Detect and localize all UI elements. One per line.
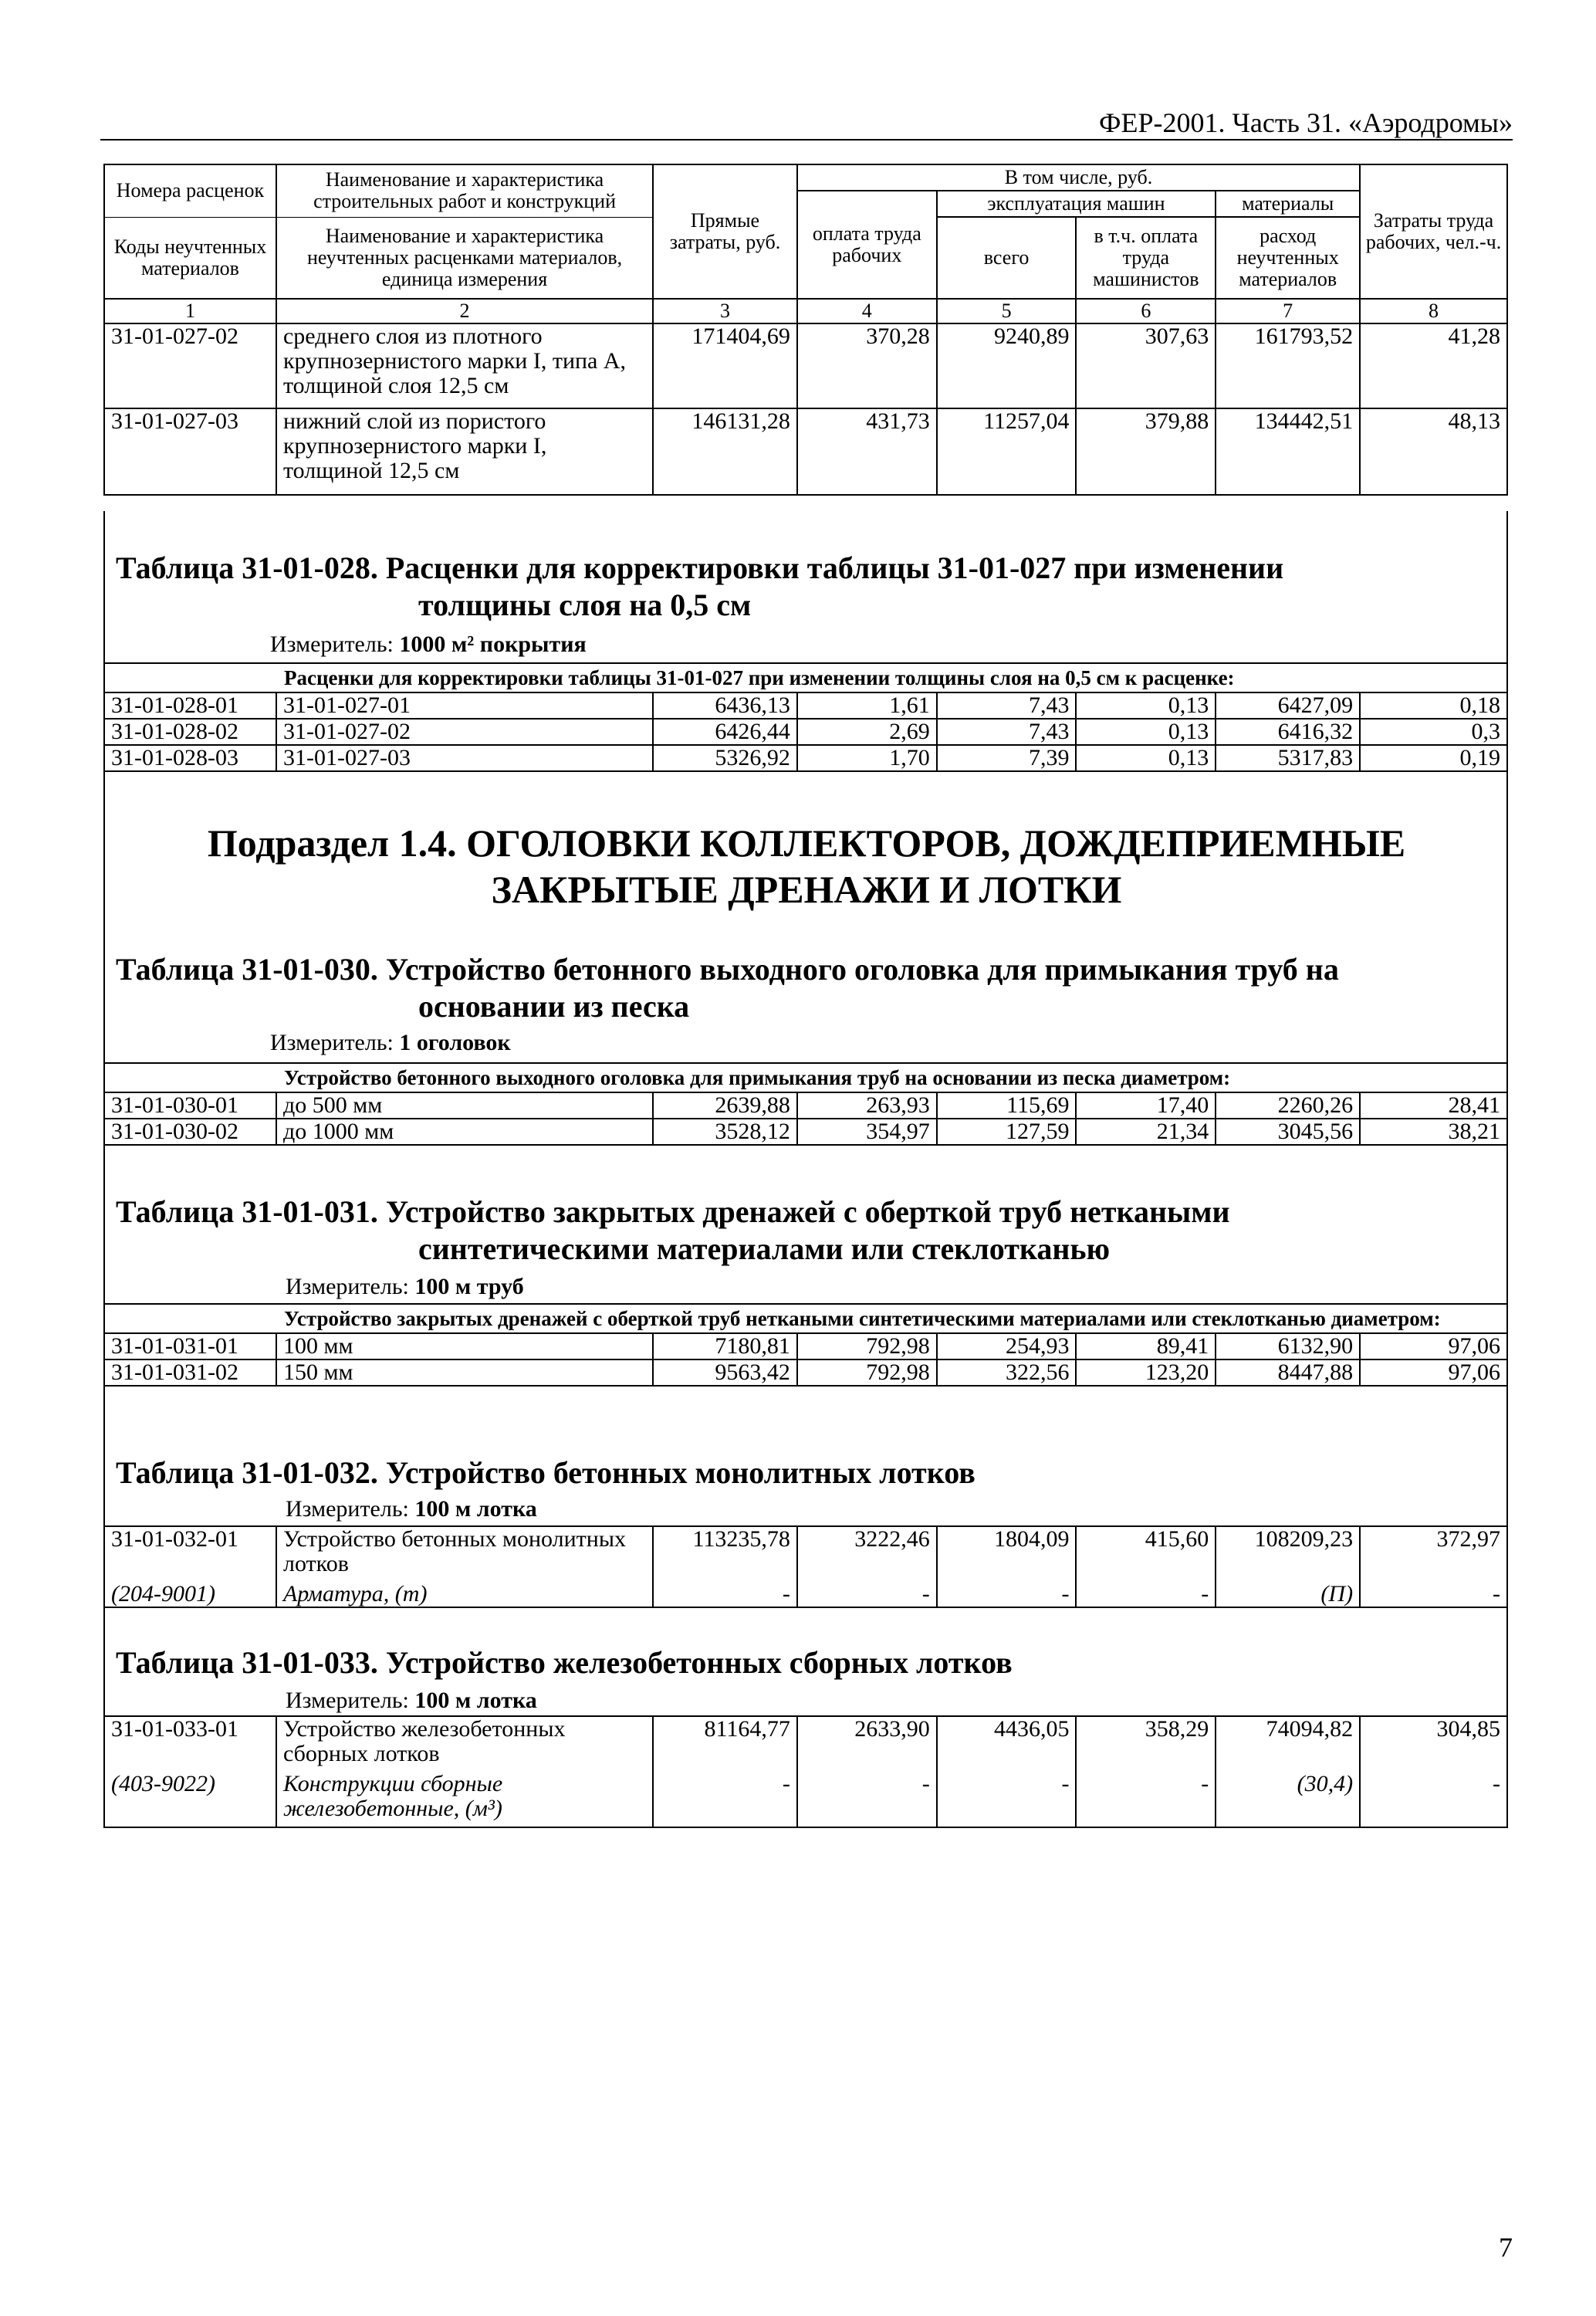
header-direct-costs: Прямые затраты, руб. [653, 164, 797, 299]
labor: 97,06 [1360, 1359, 1507, 1386]
table-030-title: Таблица 31-01-030. Устройство бетонного выходного оголовка для примыкания труб на основании из песка [116, 952, 1339, 1024]
wages: 1,61 [797, 692, 937, 719]
rate-name: 150 мм [276, 1359, 653, 1386]
direct-costs: 113235,78 [653, 1526, 797, 1582]
machines-total: 7,39 [937, 745, 1077, 771]
group-spacer [104, 1304, 276, 1333]
machines-wages: - [1076, 1772, 1216, 1827]
materials: 134442,51 [1216, 408, 1360, 495]
wages: 792,98 [797, 1359, 937, 1386]
table-028-meter: Измеритель: 1000 м² покрытия [270, 631, 587, 657]
wages: 263,93 [797, 1092, 937, 1119]
table-033 [103, 1715, 1508, 1828]
machines-wages: 123,20 [1076, 1359, 1216, 1386]
rate-code: 31-01-032-01 [104, 1526, 276, 1582]
direct-costs: 5326,92 [653, 745, 797, 771]
column-number: 6 [1076, 299, 1216, 323]
direct-costs: 6436,13 [653, 692, 797, 719]
direct-costs: 2639,88 [653, 1092, 797, 1119]
table-row [104, 1582, 1507, 1607]
frame-right-line [1506, 511, 1508, 1715]
direct-costs: 171404,69 [653, 323, 797, 408]
machines-total: - [937, 1582, 1077, 1607]
labor: 38,21 [1360, 1119, 1507, 1145]
column-number: 1 [104, 299, 276, 323]
table-028-title: Таблица 31-01-028. Расценки для корректировки таблицы 31-01-027 при изменении толщины слоя на 0,5 см [116, 550, 1284, 622]
labor: - [1360, 1582, 1507, 1607]
labor: - [1360, 1772, 1507, 1827]
machines-total: 7,43 [937, 692, 1077, 719]
column-number: 3 [653, 299, 797, 323]
table-row [104, 719, 1507, 745]
labor: 0,18 [1360, 692, 1507, 719]
table-031 [103, 1303, 1508, 1387]
header-unaccounted-materials: Наименование и характеристика неучтенных расценками материалов, единица измерения [276, 217, 653, 299]
direct-costs: 7180,81 [653, 1333, 797, 1359]
labor: 304,85 [1360, 1716, 1507, 1772]
rate-code: 31-01-030-02 [104, 1119, 276, 1145]
rate-name: Устройство железобетонных сборных лотков [276, 1716, 653, 1772]
wages: - [797, 1582, 937, 1607]
labor: 0,3 [1360, 719, 1507, 745]
labor: 28,41 [1360, 1092, 1507, 1119]
table-028 [103, 662, 1508, 772]
machines-total: 4436,05 [937, 1716, 1077, 1772]
direct-costs: - [653, 1582, 797, 1607]
table-row [104, 692, 1507, 719]
machines-total: 11257,04 [937, 408, 1077, 495]
rate-name: среднего слоя из плотного крупнозернистого марки I, типа А, толщиной слоя 12,5 см [276, 323, 653, 408]
machines-total: 115,69 [937, 1092, 1077, 1119]
wages: 354,97 [797, 1119, 937, 1145]
machines-total: 127,59 [937, 1119, 1077, 1145]
materials: 74094,82 [1216, 1716, 1360, 1772]
group-heading: Устройство закрытых дренажей с оберткой труб неткаными синтетическими материалами или стеклотканью диаметром: [276, 1304, 1507, 1333]
wages: 370,28 [797, 323, 937, 408]
column-number: 2 [276, 299, 653, 323]
column-number: 7 [1216, 299, 1360, 323]
materials: 6427,09 [1216, 692, 1360, 719]
header-machines-total: всего [937, 217, 1077, 299]
header-labor-costs: Затраты труда рабочих, чел.-ч. [1360, 164, 1507, 299]
machines-total: 9240,89 [937, 323, 1077, 408]
table-row [104, 1772, 1507, 1827]
table-row [104, 1359, 1507, 1386]
page-number: 7 [1499, 2232, 1513, 2263]
rate-code: 31-01-030-01 [104, 1092, 276, 1119]
table-033-title: Таблица 31-01-033. Устройство железобетонных сборных лотков [116, 1645, 1013, 1680]
group-spacer [104, 663, 276, 692]
materials: 161793,52 [1216, 323, 1360, 408]
group-spacer [104, 1063, 276, 1092]
table-033-meter: Измеритель: 100 м лотка [286, 1688, 537, 1713]
header-materials: материалы [1216, 191, 1360, 217]
wages: 2633,90 [797, 1716, 937, 1772]
rate-code: 31-01-031-02 [104, 1359, 276, 1386]
rate-code: 31-01-028-02 [104, 719, 276, 745]
material-code: (204-9001) [104, 1582, 276, 1607]
direct-costs: - [653, 1772, 797, 1827]
table-030 [103, 1062, 1508, 1146]
direct-costs: 6426,44 [653, 719, 797, 745]
machines-wages: 0,13 [1076, 719, 1216, 745]
machines-wages: 307,63 [1076, 323, 1216, 408]
rate-code: 31-01-027-03 [104, 408, 276, 495]
materials: 2260,26 [1216, 1092, 1360, 1119]
table-032-title: Таблица 31-01-032. Устройство бетонных монолитных лотков [116, 1455, 976, 1490]
frame-left-line [103, 511, 105, 1715]
machines-total: 322,56 [937, 1359, 1077, 1386]
running-title: ФЕР-2001. Часть 31. «Аэродромы» [1099, 107, 1513, 138]
subsection-heading: Подраздел 1.4. ОГОЛОВКИ КОЛЛЕКТОРОВ, ДОЖДЕПРИЕМНЫЕ ЗАКРЫТЫЕ ДРЕНАЖИ И ЛОТКИ [207, 821, 1406, 911]
rate-code: 31-01-027-02 [104, 323, 276, 408]
materials: 6132,90 [1216, 1333, 1360, 1359]
direct-costs: 3528,12 [653, 1119, 797, 1145]
materials: 8447,88 [1216, 1359, 1360, 1386]
direct-costs: 146131,28 [653, 408, 797, 495]
materials: 108209,23 [1216, 1526, 1360, 1582]
group-heading: Расценки для корректировки таблицы 31-01-027 при изменении толщины слоя на 0,5 см к расценке: [276, 663, 1507, 692]
header-rule [100, 139, 1513, 141]
header-unaccounted-codes: Коды неучтенных материалов [104, 217, 276, 299]
materials: 3045,56 [1216, 1119, 1360, 1145]
direct-costs: 9563,42 [653, 1359, 797, 1386]
main-price-table [103, 164, 1508, 496]
header-rate-numbers: Номера расценок [104, 164, 276, 217]
rate-code: 31-01-028-01 [104, 692, 276, 719]
table-row [104, 1092, 1507, 1119]
header-in-total: В том числе, руб. [797, 164, 1360, 191]
wages: - [797, 1772, 937, 1827]
material-name: Арматура, (т) [276, 1582, 653, 1607]
column-number: 5 [937, 299, 1077, 323]
column-number: 8 [1360, 299, 1507, 323]
header-wages: оплата труда рабочих [797, 191, 937, 299]
rate-code: 31-01-033-01 [104, 1716, 276, 1772]
machines-wages: 358,29 [1076, 1716, 1216, 1772]
machines-wages: 89,41 [1076, 1333, 1216, 1359]
table-row [104, 323, 1507, 408]
header-machines: эксплуатация машин [937, 191, 1216, 217]
header-machines-wages: в т.ч. оплата труда машинистов [1076, 217, 1216, 299]
wages: 2,69 [797, 719, 937, 745]
header-work-name: Наименование и характеристика строительных работ и конструкций [276, 164, 653, 217]
rate-name: до 1000 мм [276, 1119, 653, 1145]
table-row [104, 408, 1507, 495]
machines-wages: 0,13 [1076, 692, 1216, 719]
labor: 97,06 [1360, 1333, 1507, 1359]
rate-name: до 500 мм [276, 1092, 653, 1119]
group-heading: Устройство бетонного выходного оголовка для примыкания труб на основании из песка диаметром: [276, 1063, 1507, 1092]
rate-name: 100 мм [276, 1333, 653, 1359]
table-030-meter: Измеритель: 1 оголовок [270, 1030, 511, 1055]
labor: 372,97 [1360, 1526, 1507, 1582]
rate-code: 31-01-031-01 [104, 1333, 276, 1359]
table-row [104, 1119, 1507, 1145]
wages: 792,98 [797, 1333, 937, 1359]
wages: 1,70 [797, 745, 937, 771]
table-031-meter: Измеритель: 100 м труб [286, 1274, 524, 1299]
table-row [104, 1526, 1507, 1582]
machines-total: 1804,09 [937, 1526, 1077, 1582]
rate-name: 31-01-027-01 [276, 692, 653, 719]
machines-wages: 379,88 [1076, 408, 1216, 495]
table-row [104, 1333, 1507, 1359]
machines-wages: 415,60 [1076, 1526, 1216, 1582]
table-row [104, 745, 1507, 771]
wages: 3222,46 [797, 1526, 937, 1582]
machines-total: - [937, 1772, 1077, 1827]
rate-name: Устройство бетонных монолитных лотков [276, 1526, 653, 1582]
labor: 0,19 [1360, 745, 1507, 771]
materials: 5317,83 [1216, 745, 1360, 771]
materials: (П) [1216, 1582, 1360, 1607]
machines-wages: - [1076, 1582, 1216, 1607]
table-032 [103, 1525, 1508, 1608]
column-number: 4 [797, 299, 937, 323]
table-row [104, 1716, 1507, 1772]
machines-wages: 17,40 [1076, 1092, 1216, 1119]
labor: 48,13 [1360, 408, 1507, 495]
machines-total: 7,43 [937, 719, 1077, 745]
machines-wages: 21,34 [1076, 1119, 1216, 1145]
materials: 6416,32 [1216, 719, 1360, 745]
rate-name: 31-01-027-02 [276, 719, 653, 745]
machines-total: 254,93 [937, 1333, 1077, 1359]
material-code: (403-9022) [104, 1772, 276, 1827]
table-032-meter: Измеритель: 100 м лотка [286, 1496, 537, 1522]
machines-wages: 0,13 [1076, 745, 1216, 771]
wages: 431,73 [797, 408, 937, 495]
rate-name: 31-01-027-03 [276, 745, 653, 771]
materials: (30,4) [1216, 1772, 1360, 1827]
table-031-title: Таблица 31-01-031. Устройство закрытых дренажей с оберткой труб неткаными синтетическими материалами или стеклотканью [116, 1194, 1230, 1266]
rate-name: нижний слой из пористого крупнозернистого марки I, толщиной 12,5 см [276, 408, 653, 495]
labor: 41,28 [1360, 323, 1507, 408]
direct-costs: 81164,77 [653, 1716, 797, 1772]
rate-code: 31-01-028-03 [104, 745, 276, 771]
material-name: Конструкции сборные железобетонные, (м³) [276, 1772, 653, 1827]
header-materials-consumption: расход неучтенных материалов [1216, 217, 1360, 299]
